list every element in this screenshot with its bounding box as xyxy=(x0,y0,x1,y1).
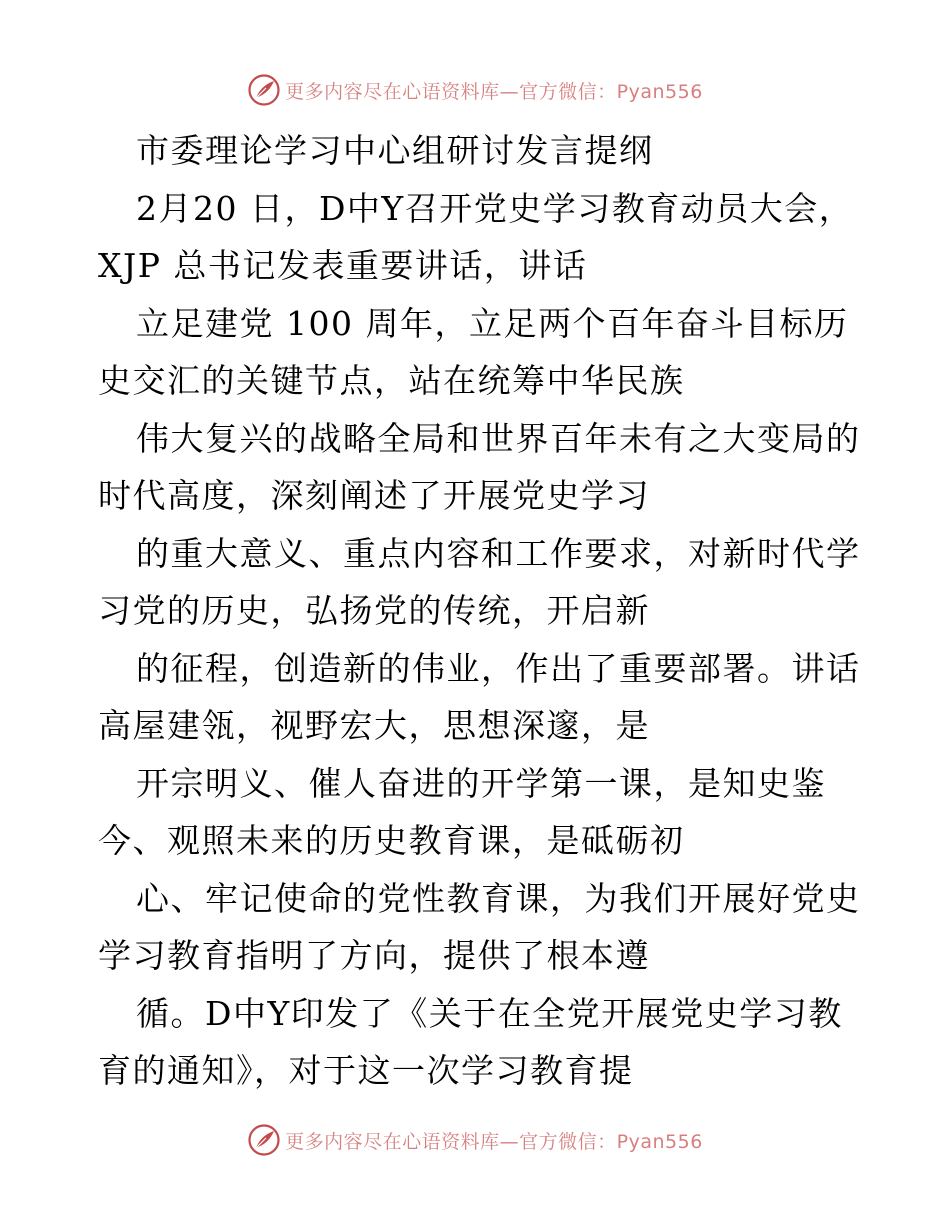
text-line: 育的通知》，对于这一次学习教育提 xyxy=(98,1051,634,1090)
document-title: 市委理论学习中心组研讨发言提纲 xyxy=(136,131,654,170)
text-line: 伟大复兴的战略全局和世界百年未有之大变局的 xyxy=(136,418,861,458)
text-line: 的重大意义、重点内容和工作要求，对新时代学 xyxy=(136,533,861,573)
text-line: 习党的历史，弘扬党的传统，开启新 xyxy=(98,591,650,630)
text-line: 高屋建瓴，视野宏大，思想深邃，是 xyxy=(98,706,650,745)
header-watermark xyxy=(0,70,950,110)
watermark-text: 更多内容尽在心语资料库—官方微信：Pyan556 xyxy=(285,80,703,103)
document-paragraph xyxy=(0,122,950,1100)
text-line: 史交汇的关键节点，站在统筹中华民族 xyxy=(98,361,685,400)
text-line: 的征程，创造新的伟业，作出了重要部署。讲话 xyxy=(136,648,861,688)
text-line: 时代高度，深刻阐述了开展党史学习 xyxy=(98,476,650,515)
text-line: 今、观照未来的历史教育课，是砥砺初 xyxy=(98,821,685,860)
document-body xyxy=(0,122,950,1100)
text-line: 立足建党 100 周年，立足两个百年奋斗目标历 xyxy=(136,303,849,343)
footer-watermark xyxy=(0,1120,950,1160)
feather-quill-logo-icon xyxy=(247,1123,281,1157)
text-line: 循。D中Y印发了《关于在全党开展党史学习教 xyxy=(136,993,843,1033)
watermark-text: 更多内容尽在心语资料库—官方微信：Pyan556 xyxy=(285,1130,703,1153)
text-line: 开宗明义、催人奋进的开学第一课，是知史鉴 xyxy=(136,763,826,803)
text-line: XJP 总书记发表重要讲话，讲话 xyxy=(98,246,588,285)
feather-quill-logo-icon xyxy=(247,73,281,107)
text-line: 2月20 日，D中Y召开党史学习教育动员大会， xyxy=(136,188,854,228)
text-line: 心、牢记使命的党性教育课，为我们开展好党史 xyxy=(136,878,861,918)
text-line: 学习教育指明了方向，提供了根本遵 xyxy=(98,936,650,975)
